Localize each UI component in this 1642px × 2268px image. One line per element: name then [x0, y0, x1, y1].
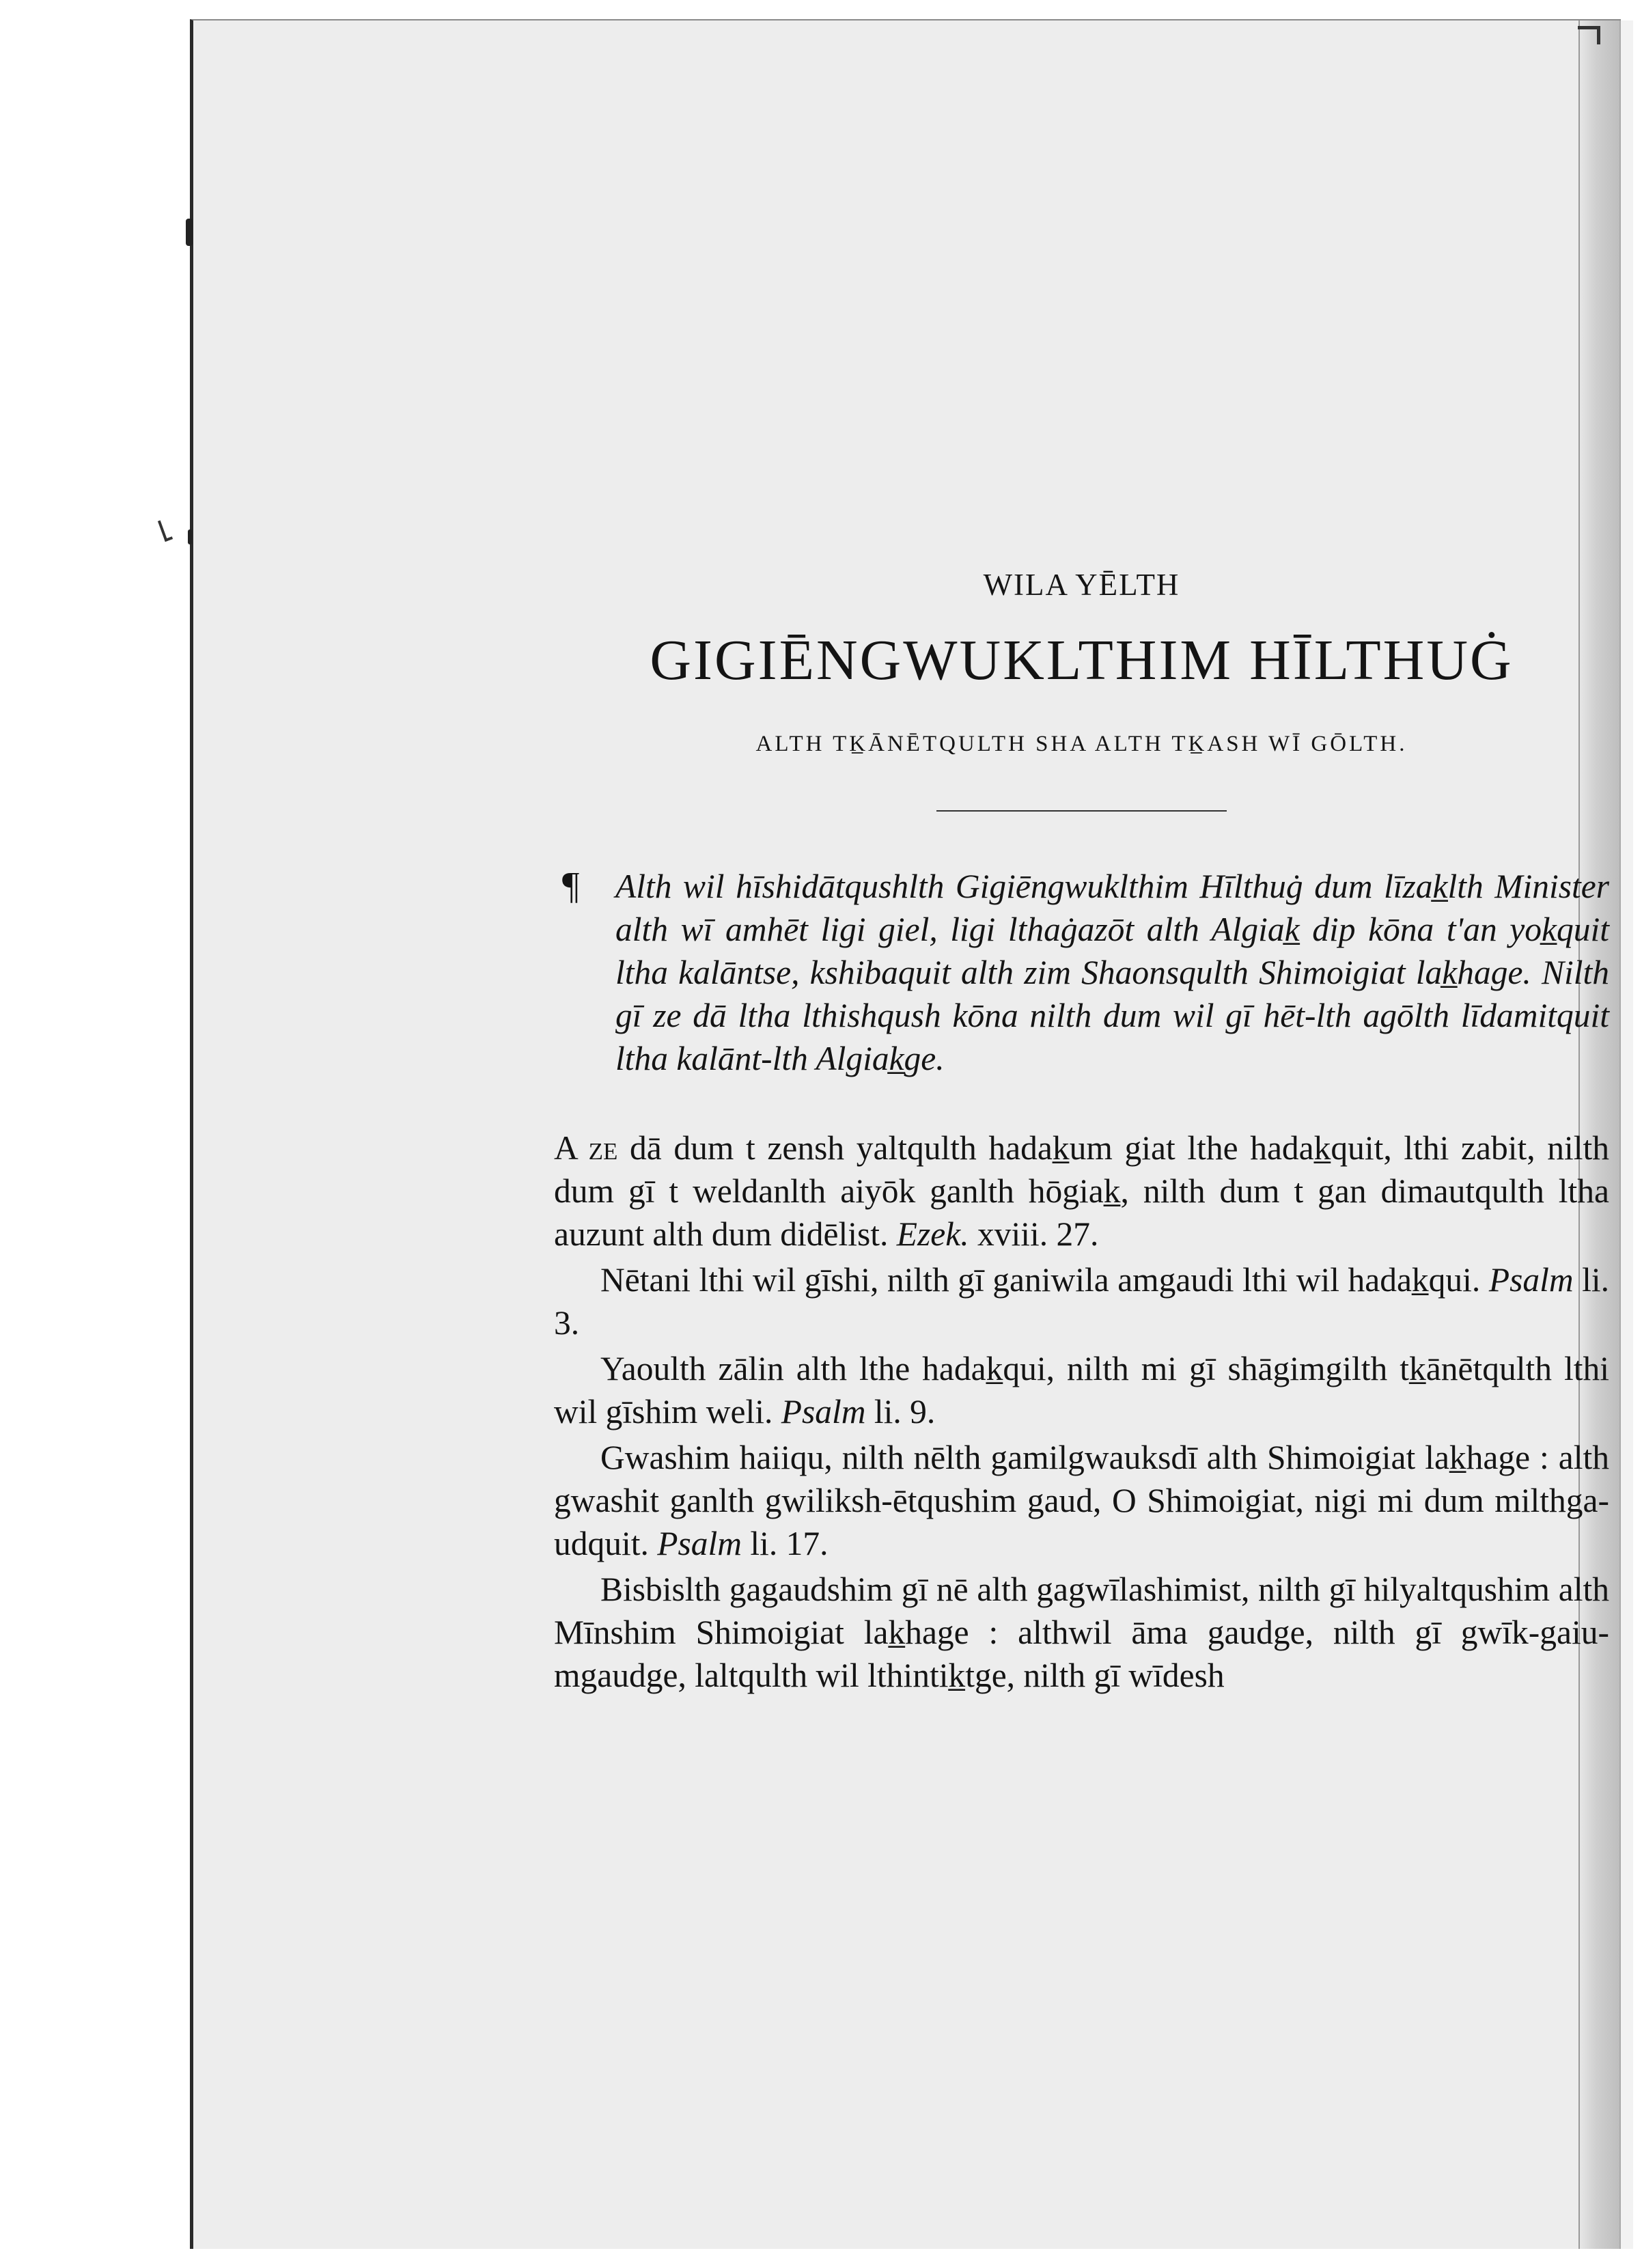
verse-paragraph — [554, 1126, 1609, 1256]
page-title: GIGIĒNGWUKLTHIM HĪLTHUĠ — [650, 628, 1514, 692]
rubric-text: Alth wil hīshidātqushlth Gigiēngwuklthim Hīlthuġ dum līzak̲lth Minister alth wī amhēt ligi giel, ligi lthaġazōt alth Algiak̲ dip kōna t'an yok̲quit ltha kalāntse, kshibaquit alth zim Shaonsqulth Shimoigiat lak̲hage. Nilth gī ze dā ltha lthishqush kōna nilth dum wil gī hēt-lth agōlth līdamitquit ltha kalānt-lth Algiak̲ge. — [615, 868, 1609, 1077]
verse-ref-number: li. 17. — [742, 1525, 829, 1562]
margin-mark — [158, 518, 173, 542]
verse-ref-book: Psalm — [657, 1525, 742, 1562]
verse-paragraph — [554, 1436, 1609, 1565]
verse-paragraph — [554, 1568, 1609, 1697]
verse-paragraph — [554, 1258, 1609, 1344]
pilcrow-icon: ¶ — [562, 865, 580, 907]
corner-mark — [1578, 26, 1600, 44]
divider — [936, 810, 1227, 812]
page-kicker: WILA YĒLTH — [983, 568, 1180, 602]
verse-ref-book: Psalm — [1488, 1261, 1574, 1299]
verse-text: Yaoulth zālin alth lthe hadak̲qui, nilth mi gī shāgimgilth tk̲ānētqulth lthi wil gīshim weli. — [554, 1350, 1609, 1430]
verse-text: Nētani lthi wil gīshi, nilth gī ganiwila amgaudi lthi wil hadak̲qui. — [600, 1261, 1489, 1299]
verse-text: dā dum t zensh yaltqulth hadak̲um giat lthe hadak̲quit, lthi zabit, nilth dum gī t weldanlth aiyōk ganlth hōgiak̲, nilth dum t gan dimautqulth ltha auzunt alth dum didēlist. — [554, 1129, 1610, 1253]
verse-ref-book: Psalm — [781, 1393, 866, 1430]
verse-ref-book: Ezek. — [896, 1215, 969, 1253]
verse-ref-number: xviii. 27. — [969, 1215, 1099, 1253]
verse-text: Gwashim haiiqu, nilth nēlth gamilgwauksdī alth Shimoigiat lak̲hage : alth gwashit ganlth gwiliksh-ētqushim gaud, O Shimoigiat, nigi mi dum milthga-udquit. — [554, 1439, 1609, 1562]
page-subtitle: ALTH TK̲ĀNĒTQULTH SHA ALTH TK̲ASH WĪ GŌLTH. — [755, 732, 1408, 756]
verse-text: Bisbislth gagaudshim gī nē alth gagwīlashimist, nilth gī hilyaltqushim alth Mīnshim Shimoigiat lak̲hage : althwil āma gaudge, nilth gī gwīk-gaiu-mgaudge, laltqulth wil lthintik̲tge, nilth gī wīdesh — [554, 1571, 1609, 1694]
gutter-mark — [186, 219, 193, 246]
gutter-mark — [188, 529, 192, 544]
verse-ref-number: li. 3. — [554, 1261, 1609, 1342]
rubric-paragraph — [562, 865, 1609, 1080]
book-page — [190, 19, 1621, 2249]
page-content — [554, 567, 1609, 1700]
verse-ref-number: li. 9. — [865, 1393, 936, 1430]
verse-paragraph — [554, 1347, 1609, 1433]
verse-lead: A ze — [554, 1129, 618, 1167]
